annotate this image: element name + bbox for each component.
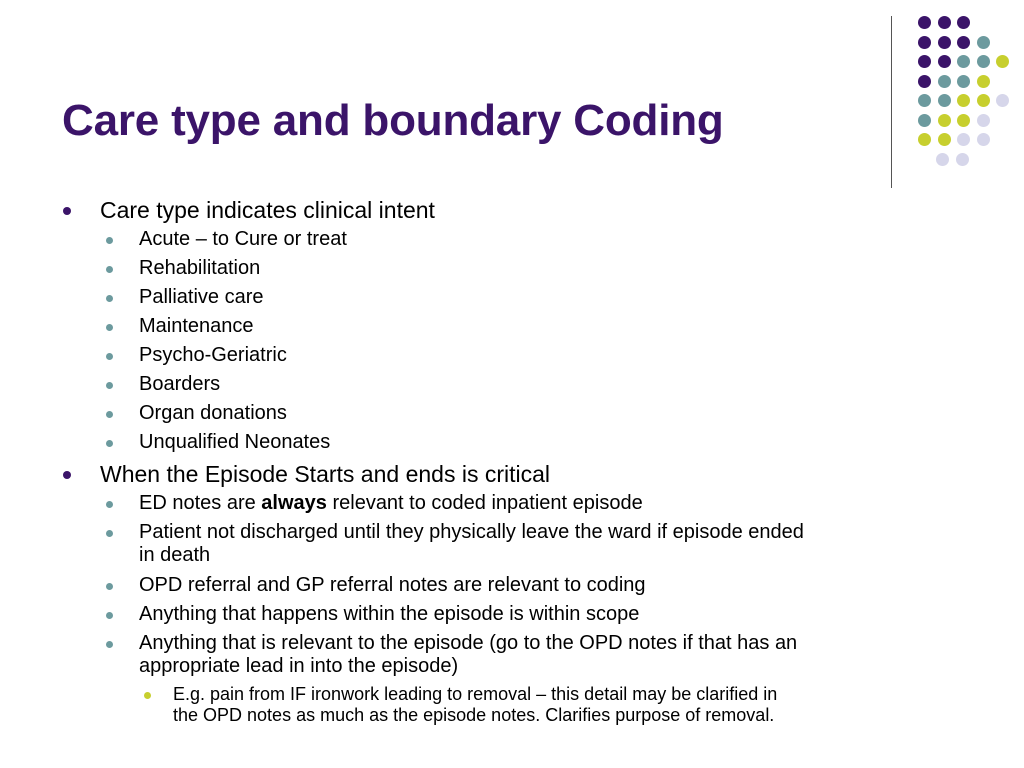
bullet-dot-icon xyxy=(106,237,113,244)
list-item: Psycho-Geriatric xyxy=(139,344,287,367)
list-item-scope: Anything that happens within the episode is within scope xyxy=(139,603,639,626)
bullet-care-type: Care type indicates clinical intent xyxy=(100,197,435,224)
list-item: Organ donations xyxy=(139,402,287,425)
bullet-dot-icon xyxy=(106,382,113,389)
bullet-dot-icon xyxy=(106,324,113,331)
list-item: Maintenance xyxy=(139,315,254,338)
bullet-dot-icon xyxy=(106,353,113,360)
slide-title: Care type and boundary Coding xyxy=(62,96,724,145)
bullet-dot-icon xyxy=(106,411,113,418)
bullet-dot-icon xyxy=(106,440,113,447)
bullet-dot-icon xyxy=(106,501,113,508)
bullet-dot-icon xyxy=(106,641,113,648)
emphasis-always: always xyxy=(261,492,327,514)
bullet-dot-icon xyxy=(63,471,71,479)
list-item-example: E.g. pain from IF ironwork leading to removal – this detail may be clarified in the OPD notes as much as the episode notes. Clarifies purpose of removal. xyxy=(173,684,777,726)
bullet-dot-icon xyxy=(106,612,113,619)
list-item: Rehabilitation xyxy=(139,257,260,280)
list-item-opd-referral: OPD referral and GP referral notes are relevant to coding xyxy=(139,574,646,597)
list-item-relevant: Anything that is relevant to the episode (go to the OPD notes if that has an appropriate lead in into the episode) xyxy=(139,632,797,678)
bullet-dot-icon xyxy=(144,692,151,699)
bullet-dot-icon xyxy=(106,266,113,273)
list-item-ed-notes: ED notes are always relevant to coded inpatient episode xyxy=(139,492,643,515)
bullet-dot-icon xyxy=(63,207,71,215)
bullet-dot-icon xyxy=(106,530,113,537)
bullet-dot-icon xyxy=(106,583,113,590)
bullet-episode: When the Episode Starts and ends is critical xyxy=(100,461,550,488)
bullet-dot-icon xyxy=(106,295,113,302)
list-item: Palliative care xyxy=(139,286,264,309)
list-item: Boarders xyxy=(139,373,220,396)
list-item: Acute – to Cure or treat xyxy=(139,228,347,251)
list-item-patient-discharge: Patient not discharged until they physically leave the ward if episode ended in death xyxy=(139,521,804,567)
list-item: Unqualified Neonates xyxy=(139,431,330,454)
